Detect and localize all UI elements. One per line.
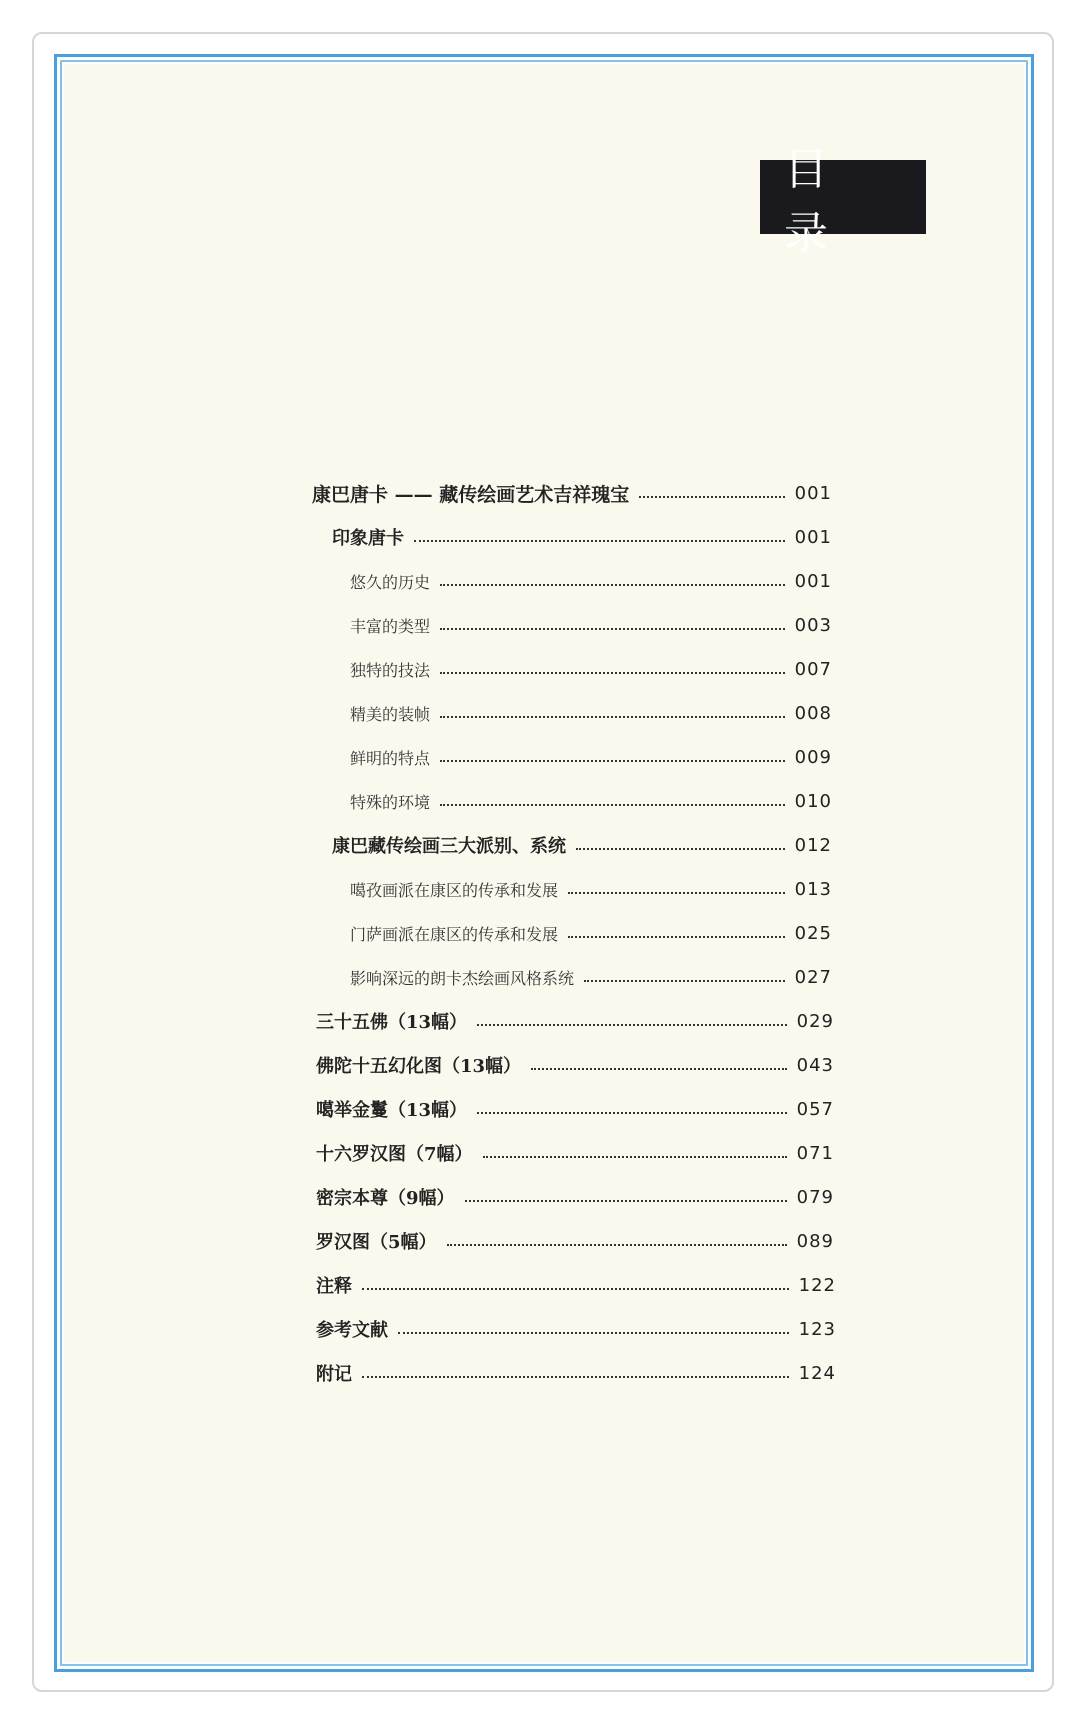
dot-leader (465, 1200, 787, 1202)
toc-entry-page: 001 (794, 526, 832, 548)
toc-entry-page: 007 (794, 658, 832, 680)
toc-entry-page: 123 (798, 1318, 836, 1340)
dot-leader (440, 672, 785, 674)
toc-entry-page: 089 (796, 1230, 834, 1252)
toc-entry-page: 025 (794, 922, 832, 944)
toc-entry-label: 罗汉图（5幅） (316, 1232, 437, 1253)
toc-entry-label: 密宗本尊（9幅） (316, 1188, 455, 1209)
table-of-contents (64, 64, 1024, 1662)
toc-entry[interactable] (350, 874, 832, 904)
toc-entry-label: 影响深远的朗卡杰绘画风格系统 (350, 968, 575, 988)
toc-entry-page: 027 (794, 966, 832, 988)
toc-entry-label: 注释 (316, 1276, 352, 1297)
toc-entry-page: 009 (794, 746, 832, 768)
dot-leader (584, 980, 785, 982)
toc-entry-page: 071 (796, 1142, 834, 1164)
toc-entry[interactable] (316, 1182, 834, 1212)
toc-entry-label: 佛陀十五幻化图（13幅） (316, 1056, 522, 1077)
page-title: 目 录 (760, 160, 926, 234)
toc-entry[interactable] (350, 566, 832, 596)
toc-entry-label: 十六罗汉图（7幅） (316, 1144, 473, 1165)
toc-entry[interactable] (350, 918, 832, 948)
toc-entry-page: 013 (794, 878, 832, 900)
dot-leader (440, 628, 785, 630)
toc-entry-label: 印象唐卡 (332, 528, 404, 549)
toc-entry[interactable] (350, 698, 832, 728)
dot-leader (576, 848, 785, 850)
toc-entry-label: 康巴藏传绘画三大派别、系统 (332, 836, 566, 857)
toc-entry-label: 门萨画派在康区的传承和发展 (350, 924, 559, 944)
toc-entry-page: 029 (796, 1010, 834, 1032)
dot-leader (568, 892, 785, 894)
dot-leader (477, 1024, 787, 1026)
toc-entry-page: 012 (794, 834, 832, 856)
dot-leader (531, 1068, 787, 1070)
toc-entry-page: 079 (796, 1186, 834, 1208)
toc-entry[interactable] (350, 742, 832, 772)
dot-leader (440, 760, 785, 762)
toc-entry-page: 008 (794, 702, 832, 724)
toc-entry-label: 独特的技法 (350, 660, 431, 680)
dot-leader (440, 584, 785, 586)
toc-entry-label: 悠久的历史 (350, 572, 431, 592)
toc-entry-label: 噶举金鬘（13幅） (316, 1100, 468, 1121)
toc-entry-page: 057 (796, 1098, 834, 1120)
toc-entry[interactable] (350, 610, 832, 640)
toc-entry-label: 精美的装帧 (350, 704, 431, 724)
dot-leader (440, 804, 785, 806)
toc-page (64, 64, 1024, 1662)
toc-entry[interactable] (316, 1050, 834, 1080)
toc-entry-label: 三十五佛（13幅） (316, 1012, 468, 1033)
toc-entry-page: 010 (794, 790, 832, 812)
dot-leader (568, 936, 785, 938)
toc-entry-label: 康巴唐卡 —— 藏传绘画艺术吉祥瑰宝 (312, 483, 630, 506)
toc-entry[interactable] (316, 1006, 834, 1036)
toc-entry[interactable] (316, 1226, 834, 1256)
dot-leader (362, 1288, 789, 1290)
dot-leader (398, 1332, 789, 1334)
toc-entry-page: 124 (798, 1362, 836, 1384)
dot-leader (447, 1244, 787, 1246)
toc-entry-label: 鲜明的特点 (350, 748, 431, 768)
toc-entry[interactable] (316, 1094, 834, 1124)
dot-leader (477, 1112, 787, 1114)
toc-entry-label: 噶孜画派在康区的传承和发展 (350, 880, 559, 900)
toc-entry[interactable] (312, 478, 832, 508)
toc-entry[interactable] (316, 1314, 836, 1344)
toc-entry-label: 附记 (316, 1364, 352, 1385)
toc-entry[interactable] (316, 1138, 834, 1168)
dot-leader (362, 1376, 789, 1378)
toc-entry[interactable] (316, 1270, 836, 1300)
dot-leader (414, 540, 785, 542)
toc-entry[interactable] (350, 962, 832, 992)
toc-entry[interactable] (332, 830, 832, 860)
toc-entry-page: 043 (796, 1054, 834, 1076)
toc-entry-page: 001 (794, 570, 832, 592)
toc-entry-label: 丰富的类型 (350, 616, 431, 636)
toc-entry-label: 特殊的环境 (350, 792, 431, 812)
dot-leader (639, 496, 784, 498)
toc-entry-label: 参考文献 (316, 1320, 388, 1341)
dot-leader (483, 1156, 787, 1158)
toc-entry-page: 003 (794, 614, 832, 636)
toc-entry[interactable] (332, 522, 832, 552)
toc-entry-page: 122 (798, 1274, 836, 1296)
toc-entry-page: 001 (794, 482, 832, 504)
toc-entry[interactable] (350, 786, 832, 816)
toc-entry[interactable] (316, 1358, 836, 1388)
dot-leader (440, 716, 785, 718)
toc-entry[interactable] (350, 654, 832, 684)
